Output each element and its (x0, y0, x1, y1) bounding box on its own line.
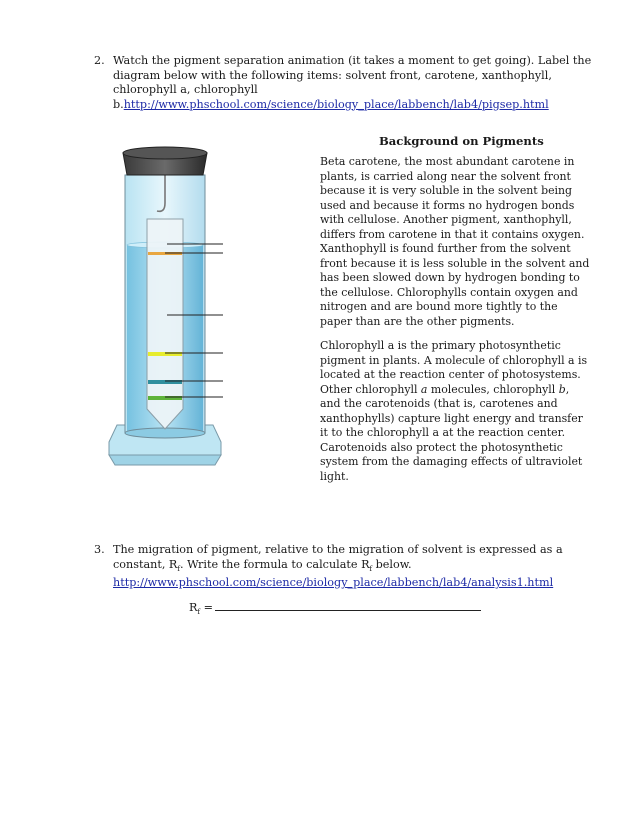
l4-post: , (565, 382, 570, 396)
rf-formula (189, 600, 481, 616)
paragraph-1-line: the cellulose. Chlorophylls contain oxygen and (320, 285, 578, 299)
paragraph-2-line: Chlorophyll a is the primary photosynthetic (320, 339, 561, 352)
paragraph-2-line: pigment in plants. A molecule of chlorophyll a is (320, 353, 588, 367)
paragraph-1-line: has been slowed down by hydrogen bonding to (320, 271, 580, 284)
paragraph-2-line: light. (320, 469, 349, 483)
paragraph-2-line (320, 383, 587, 398)
q3-mid: . Write the formula to calculate R (179, 557, 370, 571)
question-2-line-1: Watch the pigment separation animation (it takes a moment to get going). Label the (113, 54, 592, 67)
question-2-text (113, 54, 591, 112)
paragraph-2-line: xanthophylls) capture light energy and transfer (320, 411, 583, 425)
paragraph-1-line: with cellulose. Another pigment, xanthophyll, (320, 213, 572, 226)
question-2-line-3: chlorophyll a, chlorophyll (113, 83, 258, 96)
paragraph-2-line: Carotenoids also protect the photosynthetic (320, 440, 563, 454)
rf-analysis-link[interactable]: http://www.phschool.com/science/biology_place/labbench/lab4/analysis1.html (113, 576, 554, 590)
pigment-separation-link[interactable]: http://www.phschool.com/science/biology_place/labbench/lab4/pigsep.html (123, 97, 549, 111)
l4-italic-b: b (558, 382, 566, 396)
question-3-number: 3. (94, 543, 105, 556)
background-paragraph-2 (320, 339, 587, 484)
paragraph-1-line: because it is very soluble in the solvent being (320, 184, 573, 197)
paragraph-1-line: differs from carotene in that it contains oxygen. (320, 227, 585, 241)
question-2-line-4 (113, 98, 591, 113)
paragraph-1-line: Xanthophyll is found further from the solvent (320, 242, 571, 255)
paragraph-1-line: plants, is carried along near the solvent front (320, 169, 571, 183)
rf-answer-blank[interactable] (215, 600, 481, 611)
paragraph-1-line: paper than are the other pigments. (320, 314, 515, 328)
rf-equals: = (200, 601, 213, 614)
rf-label: R (189, 601, 198, 614)
paragraph-2-line: located at the reaction center of photosystems. (320, 368, 581, 381)
paragraph-1-line: Beta carotene, the most abundant carotene in (320, 155, 575, 168)
l4-pre: Other chlorophyll (320, 382, 421, 396)
question-3-text (113, 543, 563, 591)
question-2-prefix: b. (113, 97, 124, 111)
q3-post: below. (372, 557, 412, 571)
background-paragraph-1 (320, 155, 589, 329)
paragraph-2-line: system from the damaging effects of ultraviolet (320, 455, 583, 468)
q3-pre: constant, R (113, 557, 178, 571)
l4-italic-a: a (420, 382, 428, 396)
paragraph-1-line: front because it is less soluble in the solvent and (320, 256, 590, 270)
chromatography-diagram (105, 137, 317, 482)
paragraph-2-line: and the carotenoids (that is, carotenes and (320, 397, 558, 410)
background-title: Background on Pigments (379, 134, 544, 148)
rf-sub: f (197, 608, 201, 617)
question-3-line-2 (113, 558, 563, 577)
q3-sub-f: f (177, 564, 180, 573)
paragraph-1-line: used and because it forms no hydrogen bonds (320, 198, 575, 212)
question-3-line-3 (113, 576, 563, 591)
paragraph-2-line: it to the chlorophyll a at the reaction center. (320, 426, 566, 439)
l4-mid: molecules, chlorophyll (427, 382, 559, 396)
q3-sub-f-2: f (369, 564, 373, 573)
question-2-number: 2. (94, 54, 105, 67)
paragraph-1-line: nitrogen and are bound more tightly to the (320, 300, 558, 313)
question-3-line-1: The migration of pigment, relative to the migration of solvent is expressed as a (113, 543, 563, 556)
question-2-line-2: diagram below with the following items: solvent front, carotene, xanthophyll, (113, 68, 552, 82)
